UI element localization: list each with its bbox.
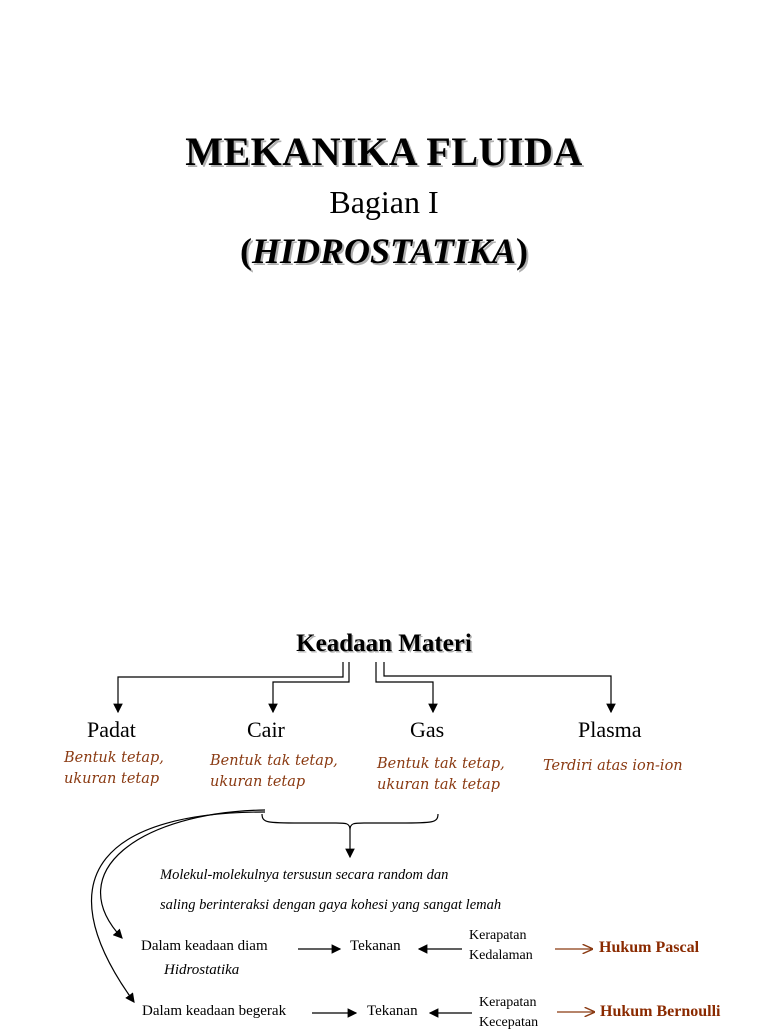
desc-cair-line2: ukuran tetap (210, 774, 306, 790)
row1-state: Dalam keadaan diam (141, 938, 268, 954)
slide-title (0, 0, 768, 512)
row1-branch: Hidrostatika (164, 962, 240, 978)
row1-factors (469, 926, 533, 966)
brace (262, 814, 438, 830)
slide-subtitle: Bagian I (329, 184, 439, 220)
molecule-line2: saling berinteraksi dengan gaya kohesi yang sangat lemah (160, 897, 502, 913)
row2-state: Dalam keadaan begerak (142, 1003, 287, 1019)
paren-open: ( (239, 231, 252, 271)
desc-padat-line1: Bentuk tetap, (64, 750, 164, 766)
desc-padat-line2: ukuran tetap (64, 771, 160, 787)
row2-factor2: Kecepatan (479, 1015, 539, 1030)
row2-factors (479, 993, 538, 1033)
paren-close: ) (516, 231, 529, 271)
desc-gas-line2: ukuran tak tetap (377, 777, 501, 793)
states-title: Keadaan Materi (296, 630, 472, 657)
connector-padat (118, 662, 343, 712)
connector-plasma (384, 662, 611, 712)
state-padat: Padat (87, 717, 136, 742)
molecule-line1: Molekul-molekulnya tersusun secara random dan (160, 867, 449, 883)
row2-factor1: Kerapatan (479, 995, 537, 1010)
row1-factor1: Kerapatan (469, 928, 527, 943)
desc-plasma-line1: Terdiri atas ion-ion (543, 758, 683, 774)
desc-plasma (543, 756, 683, 777)
topic-hidrostatika: HIDROSTATIKA (251, 231, 517, 271)
desc-gas (377, 754, 505, 796)
molecule-description (160, 860, 501, 920)
slide-states-of-matter (0, 512, 768, 1030)
desc-gas-line1: Bentuk tak tetap, (377, 756, 505, 772)
state-gas: Gas (410, 717, 445, 742)
state-cair: Cair (247, 717, 285, 742)
state-plasma: Plasma (578, 717, 642, 742)
row1-factor2: Kedalaman (469, 948, 533, 963)
law-pascal: Hukum Pascal (599, 939, 700, 956)
law-bernoulli: Hukum Bernoulli (600, 1003, 721, 1020)
desc-cair (210, 751, 338, 793)
slide-title-heading: MEKANIKA FLUIDA (185, 129, 583, 174)
connector-cair (273, 662, 349, 712)
slide-subtitle-topic (0, 230, 768, 272)
row2-pressure: Tekanan (367, 1003, 418, 1019)
row1-pressure: Tekanan (350, 938, 401, 954)
desc-cair-line1: Bentuk tak tetap, (210, 753, 338, 769)
desc-padat (64, 748, 164, 790)
